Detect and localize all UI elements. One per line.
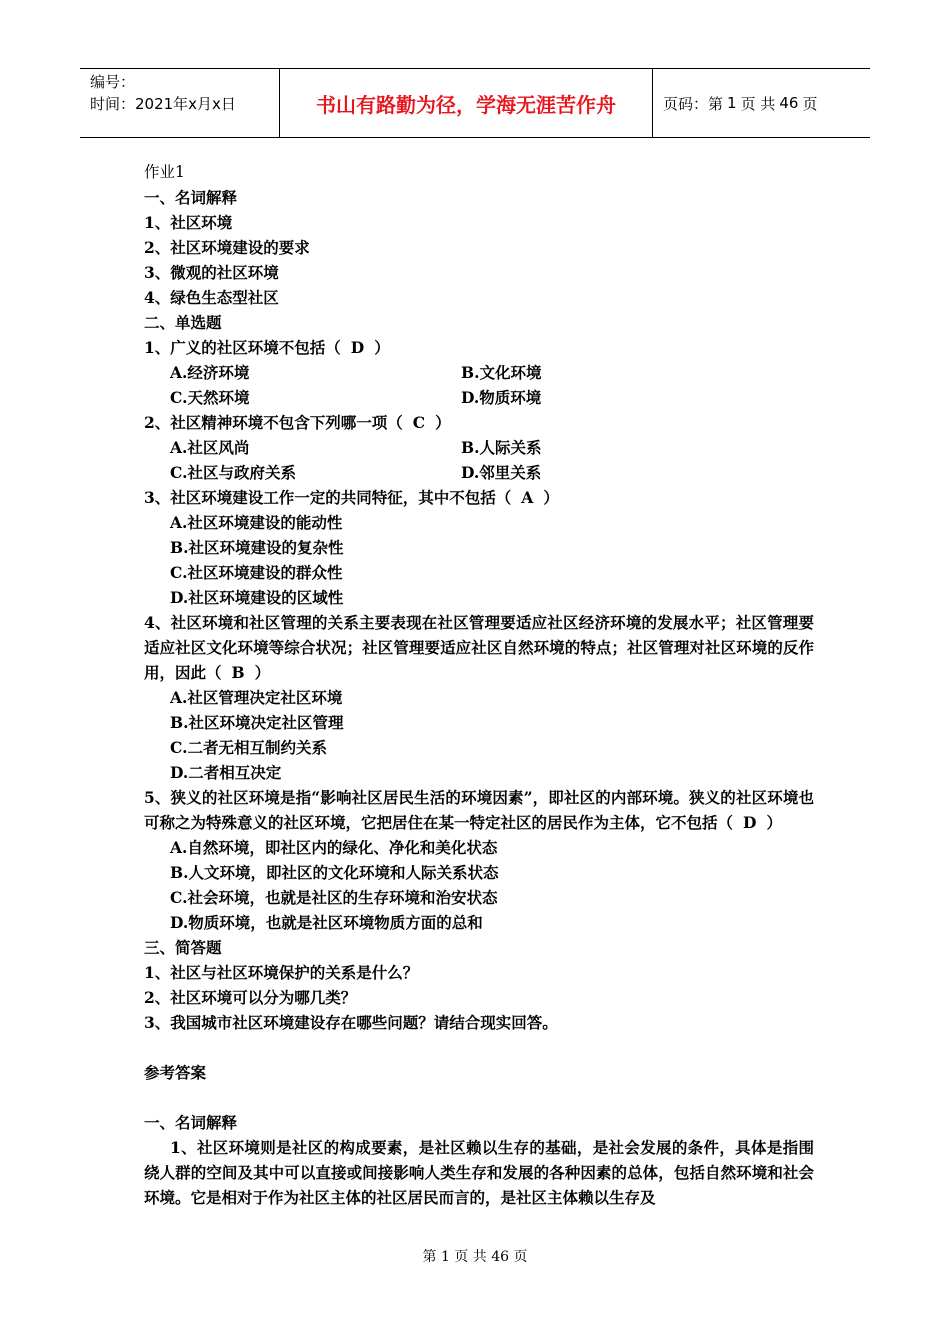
answer: C xyxy=(412,413,426,432)
header-page-info xyxy=(653,69,870,137)
answer: A xyxy=(521,488,534,507)
answer: D xyxy=(350,338,365,357)
doc-title: 作业1 xyxy=(144,163,185,181)
option: C.社会环境，也就是社区的生存环境和治安状态 xyxy=(170,888,498,907)
option: A.社区环境建设的能动性 xyxy=(170,513,343,532)
option: A.经济环境 xyxy=(170,363,250,382)
term-item: 1、社区环境 xyxy=(144,213,233,232)
option-row xyxy=(144,435,814,460)
answer-paragraph: 1、社区环境则是社区的构成要素，是社区赖以生存的基础，是社会发展的条件，具体是指围绕人群的空间及其中可以直接或间接影响人类生存和发展的各种因素的总体，包括自然环境和社会环境。它是相对于作为社区主体的社区居民而言的，是社区主体赖以生存及 xyxy=(144,1138,814,1207)
option: C.社区环境建设的群众性 xyxy=(170,563,343,582)
answer: B xyxy=(231,663,245,682)
page-total: 46 xyxy=(779,94,799,112)
page-end: 页 xyxy=(802,94,818,113)
section-heading: 三、简答题 xyxy=(144,938,222,957)
page-label: 页码：第 xyxy=(663,94,724,113)
question-stem: 1、广义的社区环境不包括（ D ） xyxy=(144,335,814,360)
document-body xyxy=(144,160,814,1210)
page-number: 1 xyxy=(727,94,737,112)
short-question: 1、社区与社区环境保护的关系是什么？ xyxy=(144,963,419,982)
date-label: 时间：2021年x月x日 xyxy=(90,95,236,113)
option-row xyxy=(144,385,814,410)
option: C.社区与政府关系 xyxy=(170,463,296,482)
short-question: 3、我国城市社区环境建设存在哪些问题？请结合现实回答。 xyxy=(144,1013,558,1032)
option: A.社区管理决定社区环境 xyxy=(170,688,343,707)
option: B.社区环境决定社区管理 xyxy=(170,713,344,732)
option: D.社区环境建设的区域性 xyxy=(170,588,344,607)
option: C.天然环境 xyxy=(170,388,250,407)
header-motto: 书山有路勤为径，学海无涯苦作舟 xyxy=(280,69,653,137)
number-label: 编号： xyxy=(90,73,136,91)
option: B.文化环境 xyxy=(461,363,542,382)
option: A.自然环境，即社区内的绿化、净化和美化状态 xyxy=(170,838,498,857)
question-stem: 2、社区精神环境不包含下列哪一项（ C ） xyxy=(144,410,814,435)
page-header xyxy=(80,68,870,138)
question-stem: 4、社区环境和社区管理的关系主要表现在社区管理要适应社区经济环境的发展水平；社区管理要适应社区文化环境等综合状况；社区管理要适应社区自然环境的特点；社区管理对社区环境的反作用，因此（ B ） xyxy=(144,610,814,685)
term-item: 3、微观的社区环境 xyxy=(144,263,279,282)
option: B.社区环境建设的复杂性 xyxy=(170,538,344,557)
option: C.二者无相互制约关系 xyxy=(170,738,327,757)
option: D.物质环境 xyxy=(461,388,542,407)
option: B.人文环境，即社区的文化环境和人际关系状态 xyxy=(170,863,499,882)
page-mid: 页 共 xyxy=(740,94,776,113)
term-item: 2、社区环境建设的要求 xyxy=(144,238,310,257)
answer: D xyxy=(743,813,757,832)
reference-title: 参考答案 xyxy=(144,1063,207,1082)
term-item: 4、绿色生态型社区 xyxy=(144,288,279,307)
header-meta xyxy=(80,69,280,137)
option: A.社区风尚 xyxy=(170,438,250,457)
option: D.邻里关系 xyxy=(461,463,542,482)
question-stem: 3、社区环境建设工作一定的共同特征，其中不包括（ A ） xyxy=(144,485,814,510)
option: D.二者相互决定 xyxy=(170,763,282,782)
option-row xyxy=(144,460,814,485)
section-heading: 一、名词解释 xyxy=(144,1113,238,1132)
option-row xyxy=(144,360,814,385)
page-footer: 第 1 页 共 46 页 xyxy=(422,1249,528,1265)
option: B.人际关系 xyxy=(461,438,542,457)
short-question: 2、社区环境可以分为哪几类？ xyxy=(144,988,357,1007)
option: D.物质环境，也就是社区环境物质方面的总和 xyxy=(170,913,483,932)
section-heading: 二、单选题 xyxy=(144,313,222,332)
section-heading: 一、名词解释 xyxy=(144,188,238,207)
question-stem: 5、狭义的社区环境是指“影响社区居民生活的环境因素”，即社区的内部环境。狭义的社区环境也可称之为特殊意义的社区环境，它把居住在某一特定社区的居民作为主体，它不包括（ D ） xyxy=(144,785,814,835)
